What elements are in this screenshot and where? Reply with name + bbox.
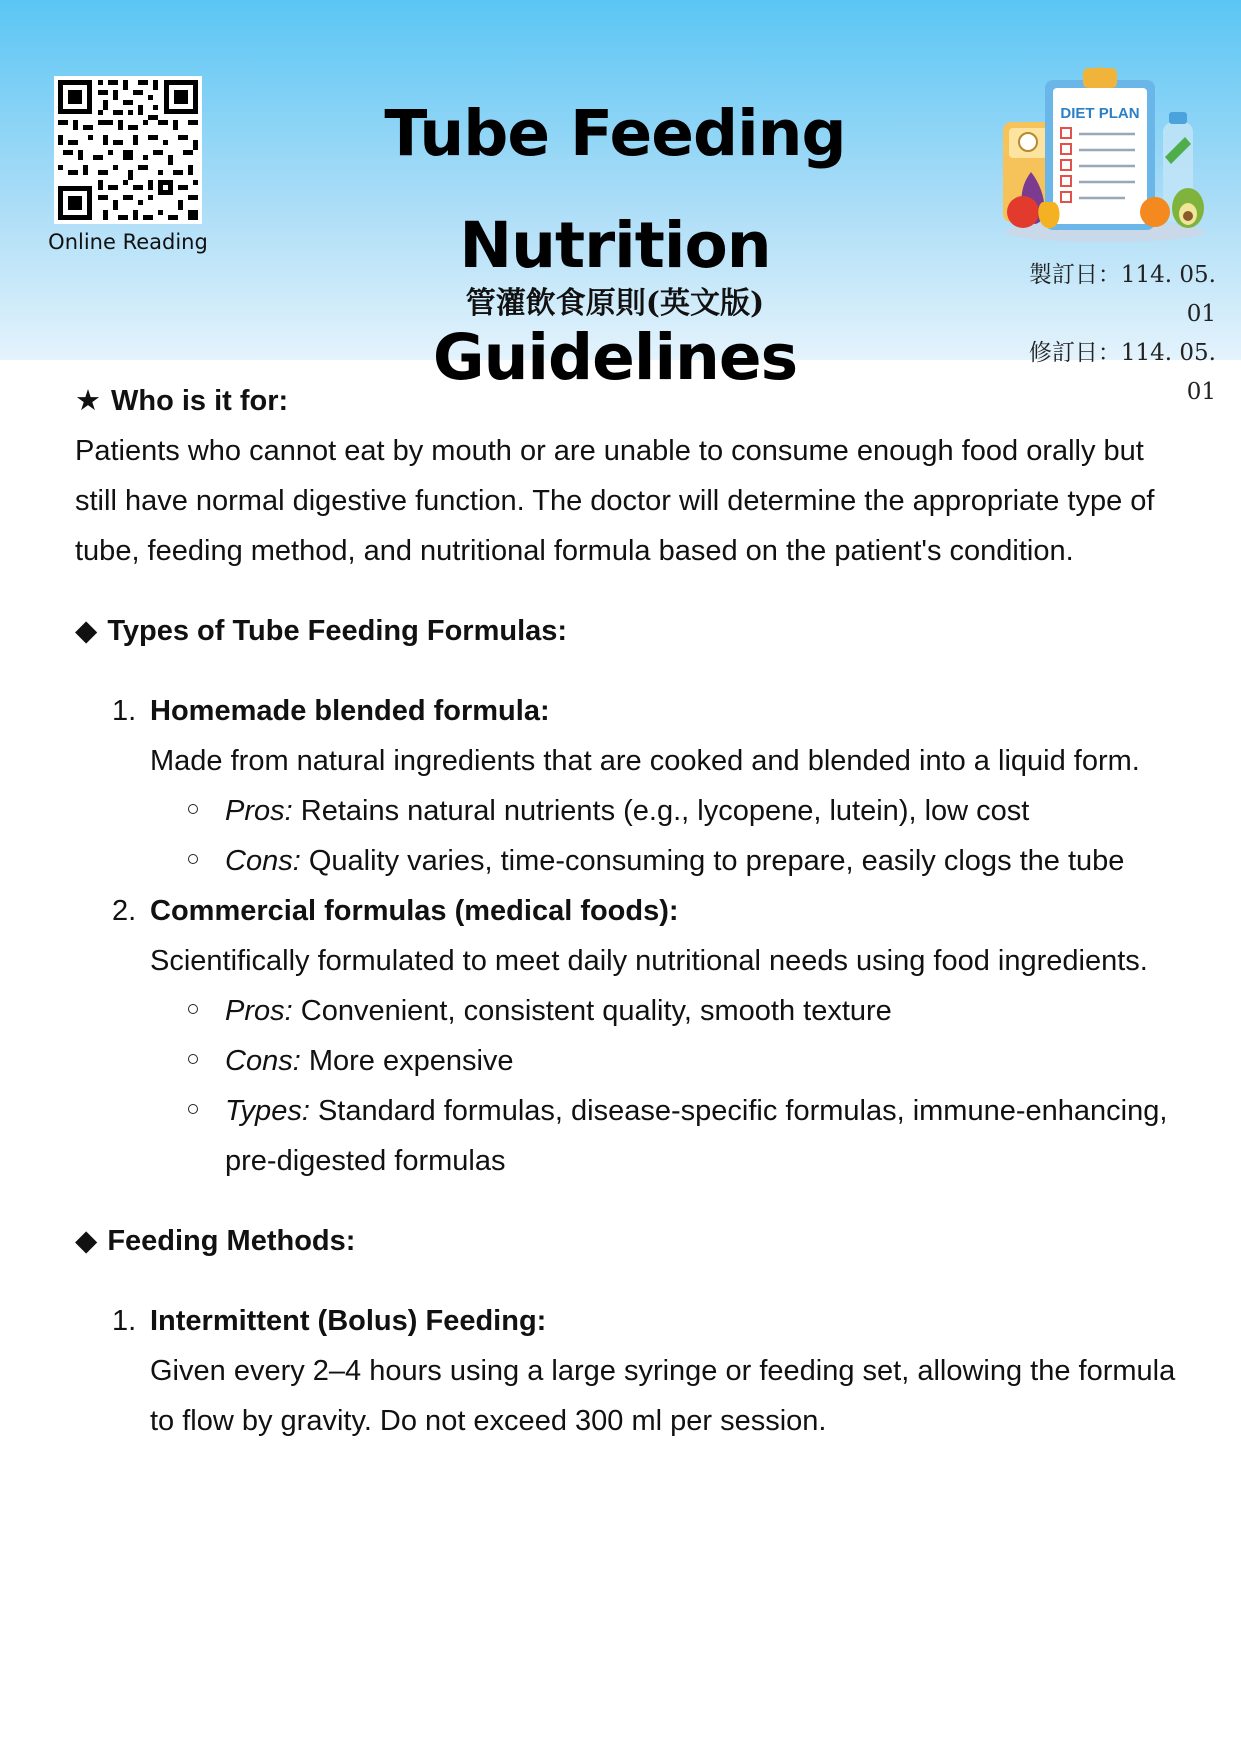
diet-plan-illustration (995, 62, 1215, 252)
diet-plan-icon (995, 62, 1215, 252)
circle-bullet-icon (188, 1004, 198, 1014)
who-heading (75, 376, 1185, 426)
methods-heading-text: Feeding Methods: (107, 1225, 356, 1257)
item-description: Given every 2–4 hours using a large syringe or feeding set, allowing the formula to flow by gravity. Do not exceed 300 ml per session. (150, 1355, 1176, 1437)
document-body (75, 376, 1185, 1446)
item-number: 1. (112, 1305, 137, 1337)
diamond-icon: ◆ (75, 615, 98, 647)
formula-item-2 (75, 886, 1185, 986)
item-title: Commercial formulas (medical foods): (150, 895, 679, 927)
bullet-text: Standard formulas, disease-specific formulas, immune-enhancing, pre-digested formulas (225, 1095, 1168, 1177)
who-body: Patients who cannot eat by mouth or are unable to consume enough food orally but still have normal digestive function. The doctor will determine the appropriate type of tube, feeding method, and nutritional formula based on the patient's condition. (75, 435, 1155, 567)
types-heading (75, 606, 1185, 656)
date-made: 製訂日：114. 05. 01 (1028, 262, 1216, 327)
diet-plan-illustration-text: DIET PLAN (1060, 105, 1140, 122)
item-number: 1. (112, 695, 137, 727)
bullet-label: Types: (225, 1095, 310, 1127)
circle-bullet-icon (188, 1054, 198, 1064)
bullet-label: Pros: (225, 995, 293, 1027)
page-subtitle: 管灌飲食原則(英文版) (465, 286, 765, 321)
circle-bullet-icon (188, 804, 198, 814)
qr-code[interactable] (54, 76, 202, 224)
circle-bullet-icon (188, 854, 198, 864)
bullet-item (75, 1086, 1185, 1186)
item-number: 2. (112, 895, 137, 927)
bullet-item (75, 786, 1185, 836)
date-revised: 修訂日：114. 05. 01 (1028, 340, 1216, 405)
item-description: Scientifically formulated to meet daily nutritional needs using food ingredients. (150, 945, 1148, 977)
methods-heading (75, 1216, 1185, 1266)
bullet-item (75, 986, 1185, 1036)
bullet-item (75, 1036, 1185, 1086)
bullet-text: More expensive (300, 1045, 514, 1077)
types-heading-text: Types of Tube Feeding Formulas: (107, 615, 568, 647)
bullet-text: Retains natural nutrients (e.g., lycopene, lutein), low cost (292, 795, 1030, 827)
item-title: Intermittent (Bolus) Feeding: (150, 1305, 547, 1337)
bullet-label: Cons: (225, 845, 301, 877)
bullet-label: Cons: (225, 1045, 301, 1077)
formula-item-1 (75, 686, 1185, 786)
star-icon: ★ (75, 385, 101, 417)
method-item-1 (75, 1296, 1185, 1446)
qr-code-icon (54, 76, 202, 224)
title-line-2: Guidelines (432, 321, 798, 394)
item-description: Made from natural ingredients that are cooked and blended into a liquid form. (150, 745, 1140, 777)
item-title: Homemade blended formula: (150, 695, 550, 727)
diamond-icon: ◆ (75, 1225, 98, 1257)
qr-label: Online Reading (48, 230, 208, 254)
bullet-text: Convenient, consistent quality, smooth texture (292, 995, 892, 1027)
circle-bullet-icon (188, 1104, 198, 1114)
page-title (230, 78, 1000, 414)
bullet-text: Quality varies, time-consuming to prepare, easily clogs the tube (300, 845, 1125, 877)
who-heading-text: Who is it for: (111, 385, 289, 417)
bullet-item (75, 836, 1185, 886)
title-line-1: Tube Feeding Nutrition (384, 97, 846, 282)
bullet-label: Pros: (225, 795, 293, 827)
